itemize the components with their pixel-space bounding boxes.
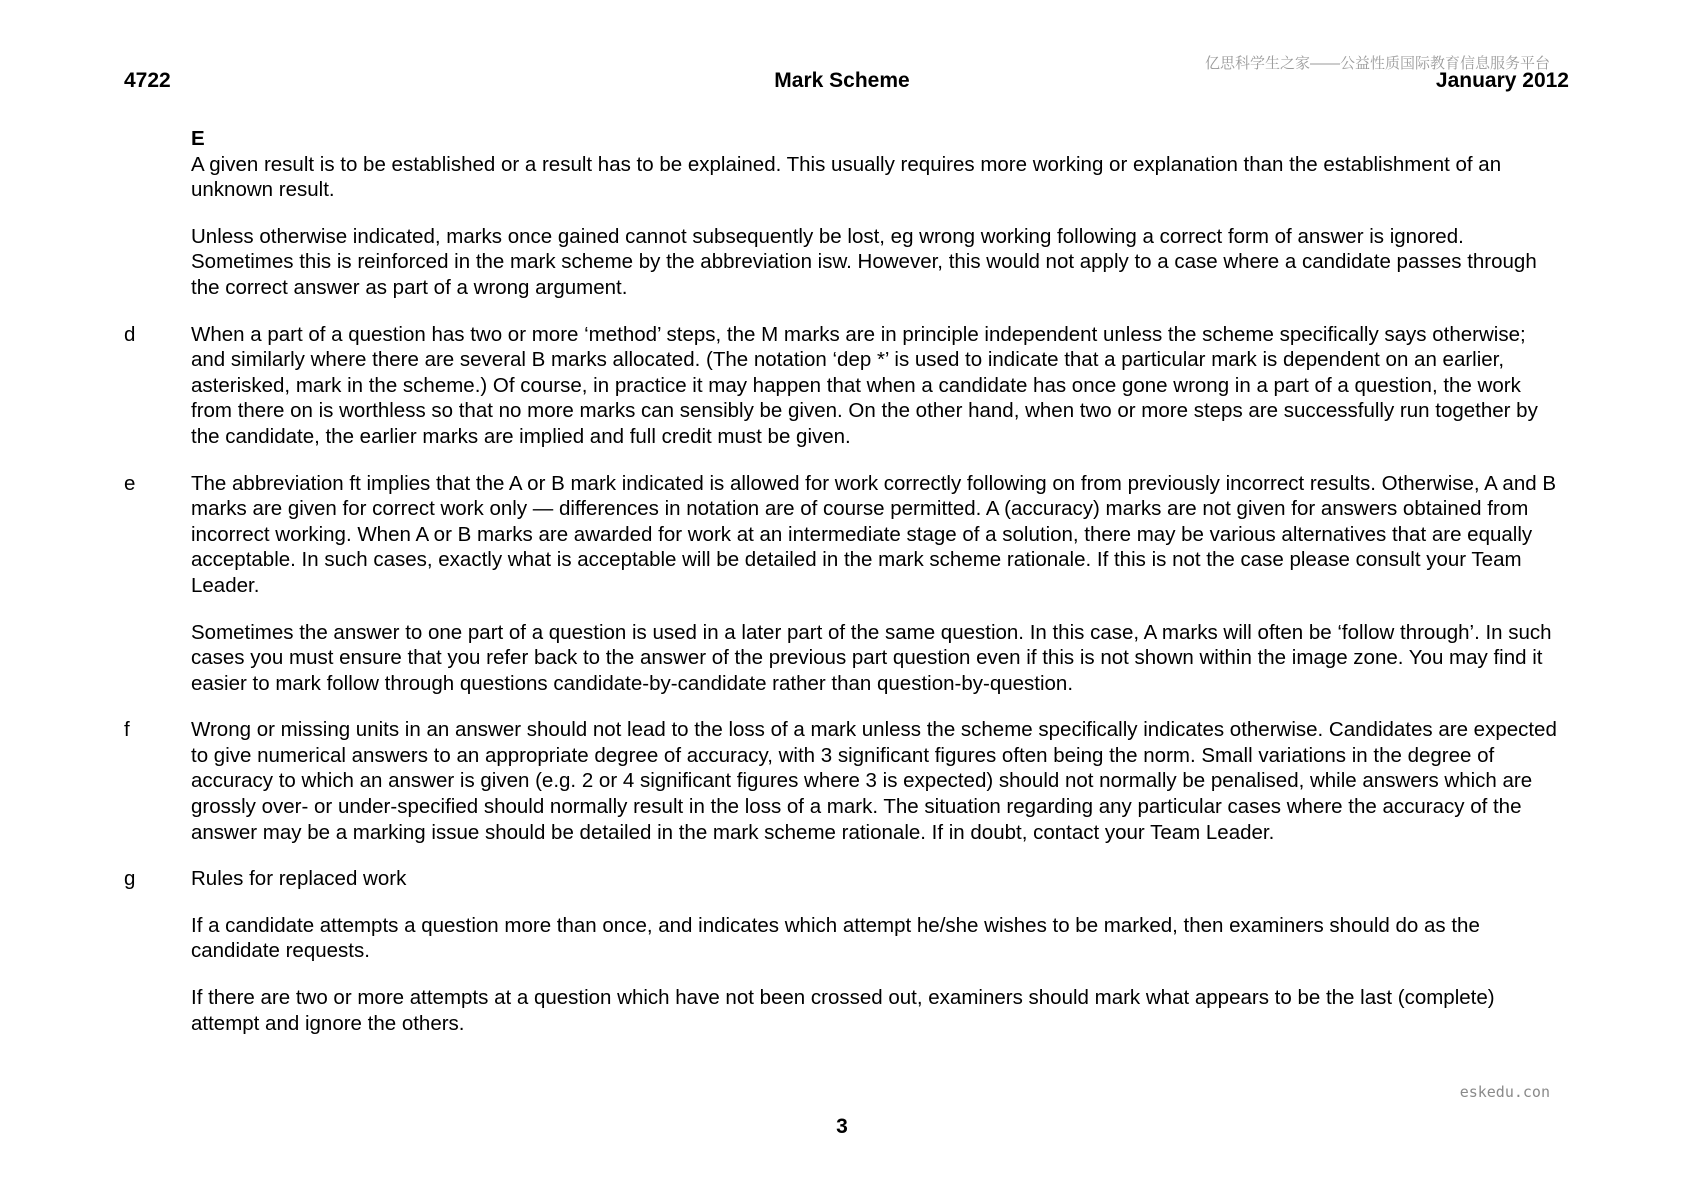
paragraph-text: If a candidate attempts a question more than once, and indicates which attempt he/she wishes to be marked, then examiners should do as the candidate requests. xyxy=(191,913,1480,963)
paragraph-d xyxy=(124,322,1564,450)
paragraph-uncrossed-attempts xyxy=(124,985,1564,1036)
paragraph-text: The abbreviation ft implies that the A or B mark indicated is allowed for work correctly following on from previously incorrect results. Otherwise, A and B marks are given for correct work only — differences in notation are of course permitted. A (accuracy) marks are not given for answers obtained from incorrect working. When A or B marks are awarded for work at an intermediate stage of a solution, there may be various alternatives that are equally acceptable. In such cases, exactly what is acceptable will be detailed in the mark scheme rationale. If this is not the case please consult your Team Leader. xyxy=(191,471,1556,597)
paragraph-text: A given result is to be established or a result has to be explained. This usually requires more working or explanation than the establishment of an unknown result. xyxy=(191,152,1502,202)
paragraph-g xyxy=(124,866,1564,892)
document-date: January 2012 xyxy=(1435,69,1569,92)
paragraph-text: Wrong or missing units in an answer should not lead to the loss of a mark unless the scheme specifically indicates otherwise. Candidates are expected to give numerical answers to an appropriate degree of accuracy, with 3 significant figures often being the norm. Small variations in the degree of accuracy to which an answer is given (e.g. 2 or 4 significant figures where 3 is expected) should not normally be penalised, while answers which are grossly over- or under-specified should normally result in the loss of a mark. The situation regarding any particular cases where the accuracy of the answer may be a marking issue should be detailed in the mark scheme rationale. If in doubt, contact your Team Leader. xyxy=(191,718,1557,844)
item-marker: f xyxy=(124,718,130,742)
item-marker: d xyxy=(124,322,136,346)
section-letter: E xyxy=(191,127,205,150)
paragraph-e-ft xyxy=(124,471,1564,599)
paragraph-text: Unless otherwise indicated, marks once gained cannot subsequently be lost, eg wrong working following a correct form of answer is ignored. Sometimes this is reinforced in the mark scheme by the abbreviation isw. However, this would not apply to a case where a candidate passes through the correct answer as part of a wrong argument. xyxy=(191,224,1537,299)
document-title: Mark Scheme xyxy=(774,69,910,92)
paragraph-text: If there are two or more attempts at a question which have not been crossed out, examiners should mark what appears to be the last (complete) attempt and ignore the others. xyxy=(191,986,1495,1035)
document-code: 4722 xyxy=(124,69,171,92)
paragraph-text: Rules for replaced work xyxy=(191,867,407,891)
paragraph-multiple-attempts xyxy=(124,913,1564,964)
paragraph-f xyxy=(124,717,1564,845)
paragraph-text: When a part of a question has two or more ‘method’ steps, the M marks are in principle independent unless the scheme specifically says otherwise; and similarly where there are several B marks allocated. (The notation ‘dep *’ is used to indicate that a particular mark is dependent on an earlier, asterisked, mark in the scheme.) Of course, in practice it may happen that when a candidate has once gone wrong in a part of a question, the work from there on is worthless so that no more marks can sensibly be given. On the other hand, when two or more steps are successfully run together by the candidate, the earlier marks are implied and full credit must be given. xyxy=(191,322,1538,448)
page-number: 3 xyxy=(836,1115,848,1138)
item-marker: e xyxy=(124,471,136,495)
watermark-text: 亿思科学生之家——公益性质国际教育信息服务平台 xyxy=(1204,55,1550,72)
footer-site-text: eskedu.con xyxy=(1459,1083,1550,1101)
paragraph-e xyxy=(124,126,1564,203)
paragraph-follow-through xyxy=(124,620,1564,697)
item-marker: g xyxy=(124,867,136,891)
document-body xyxy=(124,126,1564,1057)
paragraph-isw xyxy=(124,224,1564,301)
paragraph-text: Sometimes the answer to one part of a question is used in a later part of the same question. In this case, A marks will often be ‘follow through’. In such cases you must ensure that you refer back to the answer of the previous part question even if this is not shown within the image zone. You may find it easier to mark follow through questions candidate-by-candidate rather than question-by-question. xyxy=(191,620,1552,695)
